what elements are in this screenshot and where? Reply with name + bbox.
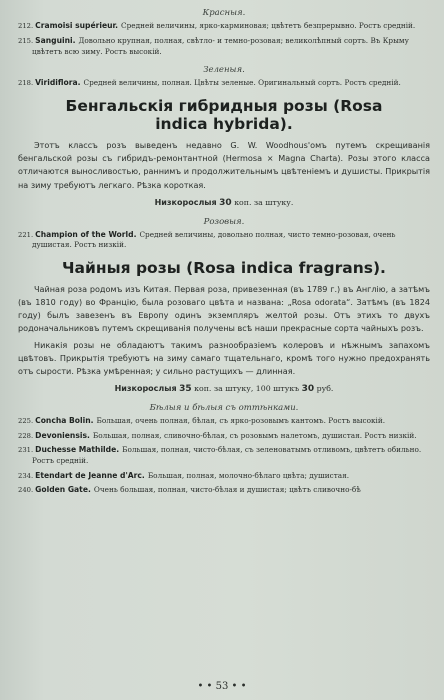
- rose-name: Devoniensis.: [35, 430, 90, 440]
- entry-number: 221.: [18, 230, 34, 239]
- rose-entry: [18, 36, 430, 57]
- rose-entry: [18, 78, 430, 89]
- rose-name: Concha Bolin.: [35, 415, 94, 425]
- bengal-hybrid-title: [18, 97, 430, 134]
- price-unit: коп. за штуку.: [234, 197, 294, 207]
- page-number: • • 53 • •: [197, 681, 247, 692]
- bengal-price-line: [18, 198, 430, 208]
- rose-name: Etendart de Jeanne d'Arc.: [35, 470, 145, 480]
- entry-number: 225.: [18, 416, 34, 425]
- rose-entry: [18, 471, 430, 482]
- tea-roses-title: Чайныя розы (Rosa indica fragrans).: [62, 258, 386, 277]
- price-label: Низкорослыя: [114, 383, 177, 393]
- entry-number: 234.: [18, 471, 34, 480]
- tea-description-1: Чайная роза родомъ изъ Китая. Первая роза, привезенная (въ 1789 г.) въ Англію, а затѣмъ (въ 1810 году) во Францію, была розоваго цвѣта и названа: „Rosa odorata“. Затѣмъ (въ 1824 году) былъ завезенъ въ Европу одинъ экземпляръ желтой розы. Отъ этихъ то двухъ родоначальниковъ путемъ скрещиванія получены всѣ наши прекрасные сорта чайныхъ розъ.: [18, 284, 430, 334]
- price-amount-bulk: 30: [301, 383, 315, 394]
- bengal-title-line2: indica hybrida).: [155, 114, 293, 133]
- entry-number: 215.: [18, 36, 34, 45]
- rose-description: Большая, очень полная, бѣлая, съ ярко-розовымъ кантомъ. Ростъ высокій.: [96, 415, 386, 425]
- rose-description: Средней величины, полная. Цвѣты зеленые. Оригинальный сортъ. Ростъ средній.: [83, 77, 401, 87]
- rose-description: Большая, полная, сливочно-бѣлая, съ розовымъ налетомъ, душистая. Ростъ низкій.: [92, 430, 417, 440]
- rose-name: Duchesse Mathilde.: [35, 445, 120, 455]
- rose-name: Viridiflora.: [35, 77, 81, 87]
- rose-entry: [18, 445, 430, 466]
- section-heading-red: Красныя.: [202, 8, 246, 18]
- tea-price-line: [18, 384, 430, 394]
- bengal-description: Этотъ классъ розъ выведенъ недавно G. W. Woodhous'омъ путемъ скрещиванія бенгальской розы съ гибридъ-ремонтантной (Hermosa × Magna Charta). Розы этого класса отличаются выносливостью, раннимъ и продолжительнымъ цвѣтеніемъ и душисты. Прикрытія на зиму требуютъ легкаго. Рѣзка короткая.: [18, 140, 430, 190]
- section-heading-green: Зеленыя.: [203, 64, 245, 75]
- rose-name: Cramoisi supérieur.: [35, 21, 119, 30]
- rose-description: Средней величины, ярко-карминовая; цвѣтетъ безпрерывно. Ростъ средній.: [121, 21, 416, 30]
- section-heading-pink: Розовыя.: [203, 216, 245, 227]
- section-heading-white: Бѣлыя и бѣлыя съ оттѣнками.: [149, 402, 299, 413]
- price-amount: 30: [219, 197, 232, 208]
- entry-number: 218.: [18, 78, 34, 87]
- entry-number: 231.: [18, 446, 34, 455]
- rose-description: Довольно крупная, полная, свѣтло- и темно-розовая; великолѣпный сортъ. Въ Крыму цвѣтетъ всю зиму. Ростъ высокій.: [32, 35, 409, 56]
- rose-description: Очень большая, полная, чисто-бѣлая и душистая; цвѣтъ сливочно-бѣ: [93, 485, 361, 495]
- rose-entry: [18, 485, 430, 496]
- bengal-title-line1: Бенгальскія гибридныя розы (Rosa: [65, 96, 383, 115]
- price-label: Низкорослыя: [154, 197, 217, 207]
- price-currency: руб.: [316, 383, 334, 393]
- rose-description: Большая, полная, молочно-бѣлаго цвѣта; душистая.: [147, 470, 350, 480]
- entry-number: 212.: [18, 22, 34, 30]
- rose-description: Средней величины, довольно полная, чисто темно-розовая, очень душистая. Ростъ низкій.: [32, 229, 396, 250]
- rose-entry: [18, 431, 430, 442]
- rose-entry: [18, 230, 430, 251]
- rose-entry: [18, 416, 430, 427]
- rose-name: Golden Gate.: [35, 485, 91, 495]
- entry-number: 228.: [18, 431, 34, 440]
- tea-description-2: Никакія розы не обладаютъ такимъ разнообразіемъ колеровъ и нѣжнымъ запахомъ цвѣтовъ. Прикрытія требуютъ на зиму самаго тщательнаго, кромѣ того нужно предохранять отъ сырости. Рѣзка умѣренная; у сильно растущихъ — длинная.: [18, 339, 430, 376]
- rose-entry: [18, 21, 430, 32]
- rose-name: Champion of the World.: [35, 229, 137, 239]
- rose-name: Sanguini.: [35, 35, 76, 45]
- entry-number: 240.: [18, 486, 34, 495]
- price-amount: 35: [179, 383, 192, 394]
- price-unit: коп. за штуку, 100 штукъ: [194, 383, 300, 393]
- rose-description: Большая, полная, чисто-бѣлая, съ зеленоватымъ отливомъ, цвѣтетъ обильно. Ростъ средній.: [32, 445, 422, 466]
